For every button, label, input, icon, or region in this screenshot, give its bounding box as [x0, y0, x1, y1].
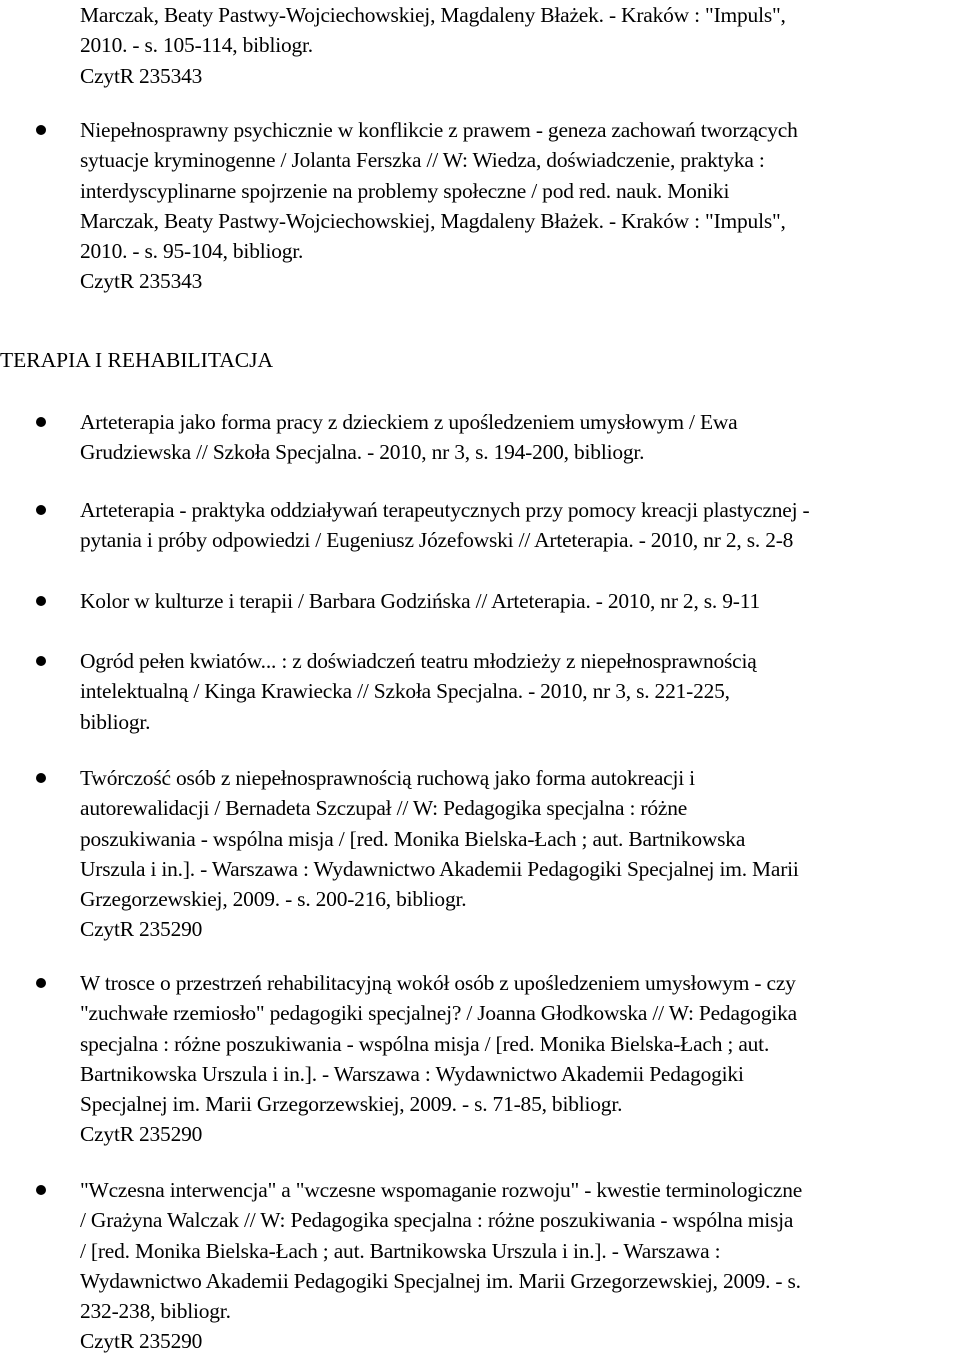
shelf-mark: CzytR 235290: [80, 1122, 203, 1147]
bullet-icon: [36, 596, 46, 606]
entry-line: Specjalnej im. Marii Grzegorzewskiej, 2009. - s. 71-85, bibliogr.: [80, 1092, 623, 1117]
entry-line: Bartnikowska Urszula i in.]. - Warszawa : Wydawnictwo Akademii Pedagogiki: [80, 1061, 744, 1086]
entry-line: interdyscyplinarne spojrzenie na problemy społeczne / pod red. nauk. Moniki: [80, 178, 730, 203]
entry-line: 2010. - s. 105-114, bibliogr.: [80, 33, 313, 58]
entry-line: Kolor w kulturze i terapii / Barbara Godzińska // Arteterapia. - 2010, nr 2, s. 9-11: [80, 589, 760, 613]
entry-line: specjalna : różne poszukiwania - wspólna misja / [red. Monika Bielska-Łach ; aut.: [80, 1031, 770, 1056]
entry-line: pytania i próby odpowiedzi / Eugeniusz Józefowski // Arteterapia. - 2010, nr 2, s. 2-8: [80, 528, 794, 553]
bullet-icon: [36, 417, 46, 427]
previous-entry-fragment: [80, 0, 960, 91]
entry-line: / Grażyna Walczak // W: Pedagogika specjalna : różne poszukiwania - wspólna misja: [80, 1208, 794, 1233]
bullet-icon: [36, 505, 46, 515]
entry-line: bibliogr.: [80, 709, 151, 734]
entry-line: sytuacje kryminogenne / Jolanta Ferszka // W: Wiedza, doświadczenie, praktyka :: [80, 148, 765, 173]
entry-line: "zuchwałe rzemiosło" pedagogiki specjalnej? / Joanna Głodkowska // W: Pedagogika: [80, 1001, 797, 1026]
shelf-mark: CzytR 235343: [80, 269, 203, 294]
entry-line: "Wczesna interwencja" a "wczesne wspomaganie rozwoju" - kwestie terminologiczne: [80, 1178, 803, 1202]
entry-line: Grzegorzewskiej, 2009. - s. 200-216, bibliogr.: [80, 887, 467, 912]
entry-line: autorewalidacji / Bernadeta Szczupał // W: Pedagogika specjalna : różne: [80, 796, 688, 821]
entry-line: W trosce o przestrzeń rehabilitacyjną wokół osób z upośledzeniem umysłowym - czy: [80, 971, 796, 995]
entry-line: Ogród pełen kwiatów... : z doświadczeń teatru młodzieży z niepełnosprawnością: [80, 649, 757, 673]
entry-line: Urszula i in.]. - Warszawa : Wydawnictwo Akademii Pedagogiki Specjalnej im. Marii: [80, 856, 799, 881]
bibliography-entry: [80, 495, 960, 556]
entry-line: Grudziewska // Szkoła Specjalna. - 2010, nr 3, s. 194-200, bibliogr.: [80, 440, 645, 465]
entry-line: Twórczość osób z niepełnosprawnością ruchową jako forma autokreacji i: [80, 766, 695, 790]
entry-line: Marczak, Beaty Pastwy-Wojciechowskiej, Magdaleny Błażek. - Kraków : "Impuls",: [80, 3, 786, 27]
bullet-icon: [36, 656, 46, 666]
bibliography-entry: [80, 115, 960, 297]
bibliography-entry: [80, 586, 960, 616]
entry-line: 2010. - s. 95-104, bibliogr.: [80, 239, 304, 264]
entry-line: 232-238, bibliogr.: [80, 1299, 231, 1324]
bibliography-entry: [80, 1175, 960, 1357]
entry-line: / [red. Monika Bielska-Łach ; aut. Bartnikowska Urszula i in.]. - Warszawa :: [80, 1238, 721, 1263]
bibliography-entry: [80, 763, 960, 945]
entry-line: Niepełnosprawny psychicznie w konflikcie z prawem - geneza zachowań tworzących: [80, 118, 798, 142]
shelf-mark: CzytR 235290: [80, 1329, 203, 1354]
entry-line: Arteterapia jako forma pracy z dzieckiem z upośledzeniem umysłowym / Ewa: [80, 410, 738, 434]
entry-line: Arteterapia - praktyka oddziaływań terapeutycznych przy pomocy kreacji plastycznej -: [80, 498, 810, 522]
bullet-icon: [36, 125, 46, 135]
bibliography-entry: [80, 407, 960, 468]
bullet-icon: [36, 978, 46, 988]
bullet-icon: [36, 1185, 46, 1195]
shelf-mark: CzytR 235290: [80, 917, 203, 942]
entry-line: intelektualną / Kinga Krawiecka // Szkoła Specjalna. - 2010, nr 3, s. 221-225,: [80, 679, 730, 704]
entry-line: poszukiwania - wspólna misja / [red. Monika Bielska-Łach ; aut. Bartnikowska: [80, 826, 746, 851]
bibliography-entry: [80, 646, 960, 737]
entry-line: Marczak, Beaty Pastwy-Wojciechowskiej, Magdaleny Błażek. - Kraków : "Impuls",: [80, 208, 786, 233]
section-heading: TERAPIA I REHABILITACJA: [0, 348, 273, 372]
entry-line: Wydawnictwo Akademii Pedagogiki Specjalnej im. Marii Grzegorzewskiej, 2009. - s.: [80, 1268, 801, 1293]
shelf-mark: CzytR 235343: [80, 63, 203, 88]
bullet-icon: [36, 773, 46, 783]
bibliography-entry: [80, 968, 960, 1150]
